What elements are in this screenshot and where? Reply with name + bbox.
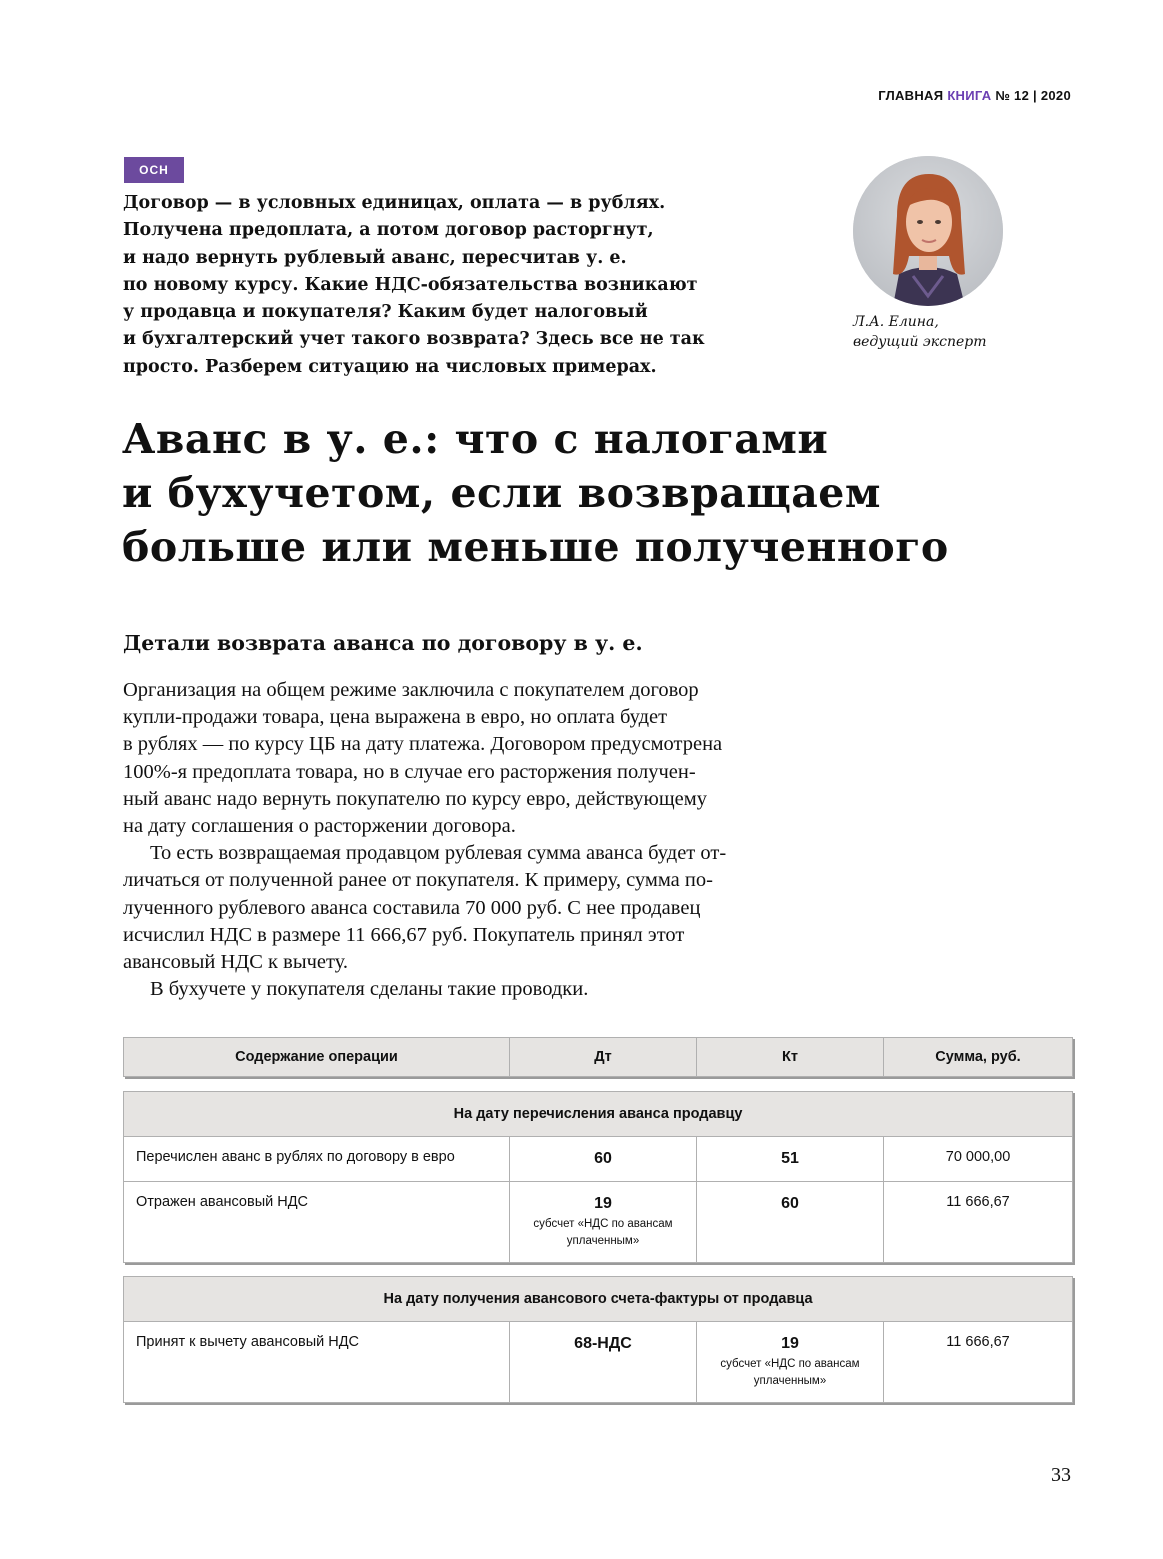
debit-subaccount-line: субсчет «НДС по авансам xyxy=(533,1218,673,1230)
section-title: На дату перечисления аванса продавцу xyxy=(124,1092,1073,1137)
article-body xyxy=(123,677,803,1003)
body-line: авансовый НДС к вычету. xyxy=(123,951,349,974)
table-section-2 xyxy=(123,1276,1073,1403)
credit-account: 60 xyxy=(781,1195,799,1212)
col-header-debit: Дт xyxy=(510,1038,697,1077)
lead-line: Получена предоплата, а потом договор расторгнут, xyxy=(123,220,654,241)
section-heading: Детали возврата аванса по договору в у. е. xyxy=(123,631,643,655)
cell-operation: Принят к вычету авансовый НДС xyxy=(124,1322,510,1403)
cell-debit xyxy=(510,1137,697,1182)
credit-subaccount-line: субсчет «НДС по авансам xyxy=(720,1358,860,1370)
body-line: лученного рублевого аванса составила 70 000 руб. С нее продавец xyxy=(123,896,701,919)
author-portrait-icon xyxy=(853,156,1003,306)
col-header-operation: Содержание операции xyxy=(124,1038,510,1077)
body-line: на дату соглашения о расторжении договора. xyxy=(123,815,516,838)
brand-name-part2: КНИГА xyxy=(947,88,992,103)
body-line: купли-продажи товара, цена выражена в евро, но оплата будет xyxy=(123,706,668,729)
table-row xyxy=(124,1182,1073,1263)
page-number: 33 xyxy=(1051,1464,1071,1486)
table-section-1 xyxy=(123,1091,1073,1263)
cell-credit xyxy=(697,1182,884,1263)
col-header-amount: Сумма, руб. xyxy=(884,1038,1073,1077)
body-line: В бухучете у покупателя сделаны такие проводки. xyxy=(150,978,589,1001)
cell-amount: 11 666,67 xyxy=(884,1182,1073,1263)
table-header xyxy=(123,1037,1073,1077)
body-line: в рублях — по курсу ЦБ на дату платежа. Договором предусмотрена xyxy=(123,733,723,756)
cell-credit xyxy=(697,1137,884,1182)
cell-operation: Перечислен аванс в рублях по договору в евро xyxy=(124,1137,510,1182)
lead-line: и бухгалтерский учет такого возврата? Здесь все не так xyxy=(123,329,705,350)
debit-subaccount-line: уплаченным» xyxy=(566,1235,640,1247)
author-role: ведущий эксперт xyxy=(853,334,987,350)
table-header-row xyxy=(124,1038,1073,1077)
taxation-tag: ОСН xyxy=(124,157,184,183)
credit-account: 51 xyxy=(781,1150,799,1167)
lead-line: и надо вернуть рублевый аванс, пересчитав у. е. xyxy=(123,247,627,268)
debit-account: 19 xyxy=(594,1195,612,1212)
cell-debit xyxy=(510,1182,697,1263)
title-line: больше или меньше полученного xyxy=(122,523,949,571)
title-line: и бухучетом, если возвращаем xyxy=(122,469,881,517)
cell-operation: Отражен авансовый НДС xyxy=(124,1182,510,1263)
body-line: 100%-я предоплата товара, но в случае его расторжения получен- xyxy=(123,760,696,783)
cell-amount: 11 666,67 xyxy=(884,1322,1073,1403)
body-line: Организация на общем режиме заключила с покупателем договор xyxy=(123,679,699,701)
body-line: личаться от полученной ранее от покупателя. К примеру, сумма по- xyxy=(123,869,713,892)
debit-account: 68-НДС xyxy=(574,1335,632,1352)
author-name: Л.А. Елина, xyxy=(853,314,939,330)
lead-line: Договор — в условных единицах, оплата — в рублях. xyxy=(123,193,666,213)
body-line: исчислил НДС в размере 11 666,67 руб. Покупатель принял этот xyxy=(123,923,685,946)
body-line: То есть возвращаемая продавцом рублевая сумма аванса будет от- xyxy=(150,842,727,865)
credit-account: 19 xyxy=(781,1335,799,1352)
lead-line: по новому курсу. Какие НДС-обязательства возникают xyxy=(123,274,698,295)
cell-credit xyxy=(697,1322,884,1403)
running-head xyxy=(878,88,1071,103)
cell-amount: 70 000,00 xyxy=(884,1137,1073,1182)
col-header-credit: Кт xyxy=(697,1038,884,1077)
cell-debit xyxy=(510,1322,697,1403)
lead-line: у продавца и покупателя? Каким будет налоговый xyxy=(123,302,648,323)
lead-line: просто. Разберем ситуацию на числовых примерах. xyxy=(123,356,657,377)
lead-paragraph xyxy=(123,190,793,381)
debit-account: 60 xyxy=(594,1150,612,1167)
body-line: ный аванс надо вернуть покупателю по курсу евро, действующему xyxy=(123,787,707,810)
article-title xyxy=(122,412,949,574)
title-line: Аванс в у. е.: что с налогами xyxy=(122,415,829,463)
credit-subaccount-line: уплаченным» xyxy=(753,1375,827,1387)
issue-number: № 12 | 2020 xyxy=(995,88,1071,103)
table-row xyxy=(124,1137,1073,1182)
author-photo xyxy=(853,156,1003,306)
table-row xyxy=(124,1322,1073,1403)
brand-name-part1: ГЛАВНАЯ xyxy=(878,88,944,103)
section-title: На дату получения авансового счета-фактуры от продавца xyxy=(124,1277,1073,1322)
author-caption xyxy=(853,312,987,352)
